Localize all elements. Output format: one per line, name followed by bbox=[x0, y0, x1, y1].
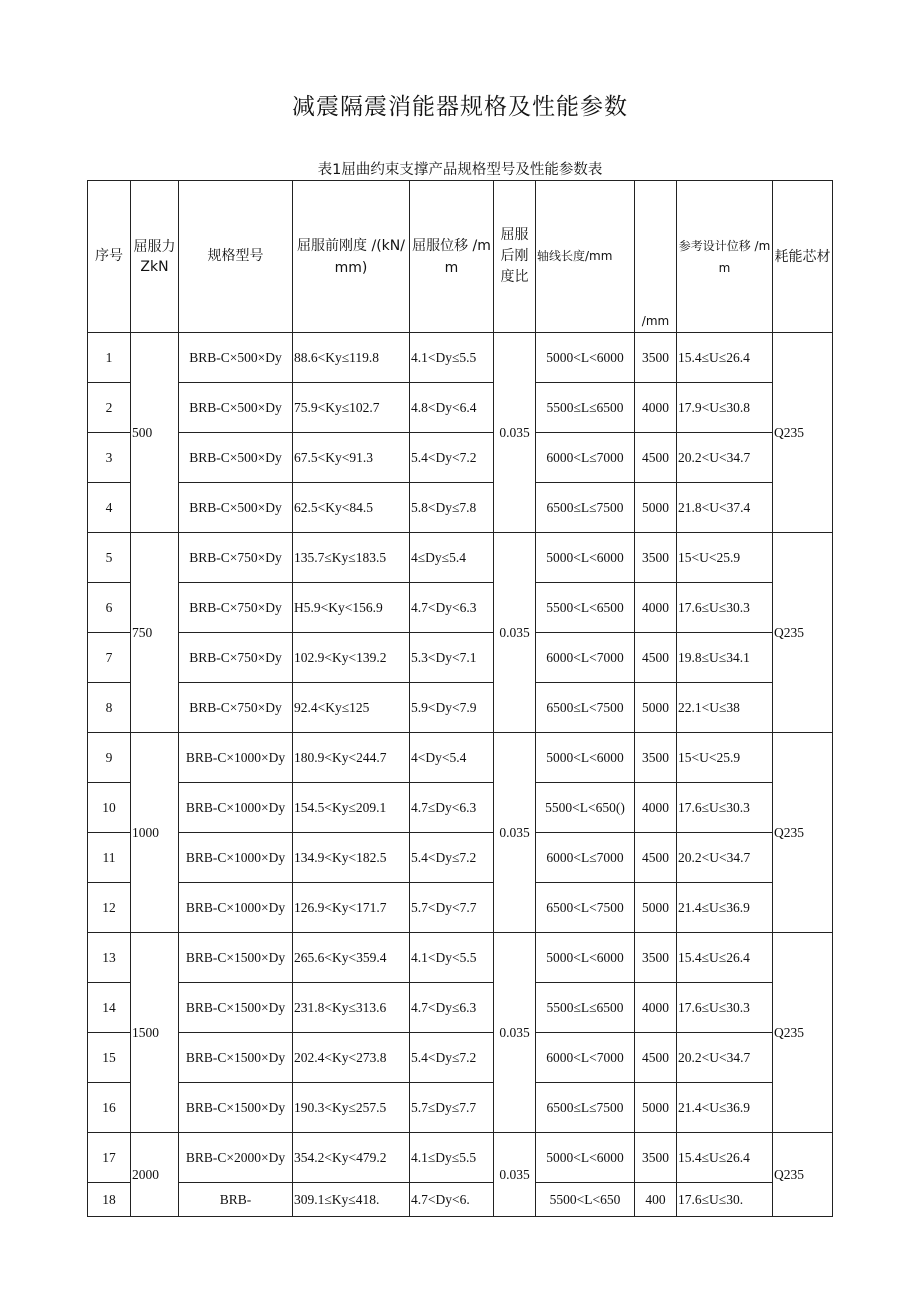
axis-length-cell: 5500<L<650() bbox=[536, 783, 635, 833]
ref-disp-cell: 17.6≤U≤30. bbox=[677, 1183, 773, 1217]
ref-disp-cell: 17.6≤U≤30.3 bbox=[677, 783, 773, 833]
length-mm-cell: 400 bbox=[635, 1183, 677, 1217]
yield-disp-cell: 4.1≤Dy≤5.5 bbox=[410, 1133, 494, 1183]
table-row bbox=[88, 683, 833, 733]
model-cell: BRB- bbox=[179, 1183, 293, 1217]
length-mm-cell: 3500 bbox=[635, 1133, 677, 1183]
axis-length-cell: 6500≤L<7500 bbox=[536, 683, 635, 733]
core-cell: Q235 bbox=[773, 1133, 833, 1217]
post-ratio-cell: 0.035 bbox=[494, 1133, 536, 1217]
length-mm-cell: 4000 bbox=[635, 983, 677, 1033]
header-post-ratio: 屈服后刚度比 bbox=[494, 181, 536, 333]
core-cell: Q235 bbox=[773, 933, 833, 1133]
header-yield-disp: 屈服位移 /mm bbox=[410, 181, 494, 333]
ref-disp-cell: 15.4≤U≤26.4 bbox=[677, 333, 773, 383]
table-row bbox=[88, 533, 833, 583]
row-number: 12 bbox=[88, 883, 131, 933]
axis-length-cell: 6000<L≤7000 bbox=[536, 433, 635, 483]
axis-length-cell: 5500≤L≤6500 bbox=[536, 983, 635, 1033]
ref-disp-cell: 19.8≤U≤34.1 bbox=[677, 633, 773, 683]
yield-force-cell: 1500 bbox=[131, 933, 179, 1133]
header-no: 序号 bbox=[88, 181, 131, 333]
model-cell: BRB-C×500×Dy bbox=[179, 383, 293, 433]
axis-length-cell: 6500≤L≤7500 bbox=[536, 483, 635, 533]
page-title: 减震隔震消能器规格及性能参数 bbox=[292, 94, 628, 120]
header-blank-unit: /mm bbox=[635, 181, 677, 333]
pre-stiffness-cell: 180.9<Ky<244.7 bbox=[293, 733, 410, 783]
pre-stiffness-cell: 309.1≤Ky≤418. bbox=[293, 1183, 410, 1217]
header-core: 耗能芯材 bbox=[773, 181, 833, 333]
post-ratio-cell: 0.035 bbox=[494, 533, 536, 733]
pre-stiffness-cell: 135.7≤Ky≤183.5 bbox=[293, 533, 410, 583]
row-number: 13 bbox=[88, 933, 131, 983]
row-number: 6 bbox=[88, 583, 131, 633]
pre-stiffness-cell: 354.2<Ky<479.2 bbox=[293, 1133, 410, 1183]
header-pre-stiffness: 屈服前刚度 /(kN/mm) bbox=[293, 181, 410, 333]
pre-stiffness-cell: 92.4<Ky≤125 bbox=[293, 683, 410, 733]
axis-length-cell: 6500<L<7500 bbox=[536, 883, 635, 933]
yield-disp-cell: 4.7<Dy≤6.3 bbox=[410, 983, 494, 1033]
ref-disp-cell: 20.2<U<34.7 bbox=[677, 433, 773, 483]
row-number: 10 bbox=[88, 783, 131, 833]
yield-disp-cell: 4.8<Dy<6.4 bbox=[410, 383, 494, 433]
yield-disp-cell: 5.4<Dy<7.2 bbox=[410, 433, 494, 483]
ref-disp-cell: 21.4≤U≤36.9 bbox=[677, 883, 773, 933]
yield-disp-cell: 4.7<Dy<6. bbox=[410, 1183, 494, 1217]
pre-stiffness-cell: 126.9<Ky<171.7 bbox=[293, 883, 410, 933]
model-cell: BRB-C×1000×Dy bbox=[179, 733, 293, 783]
ref-disp-cell: 15<U<25.9 bbox=[677, 733, 773, 783]
row-number: 9 bbox=[88, 733, 131, 783]
row-number: 3 bbox=[88, 433, 131, 483]
row-number: 2 bbox=[88, 383, 131, 433]
table-row bbox=[88, 633, 833, 683]
model-cell: BRB-C×1500×Dy bbox=[179, 1033, 293, 1083]
yield-force-cell: 2000 bbox=[131, 1133, 179, 1217]
axis-length-cell: 5000<L<6000 bbox=[536, 533, 635, 583]
model-cell: BRB-C×1500×Dy bbox=[179, 1083, 293, 1133]
yield-disp-cell: 4≤Dy≤5.4 bbox=[410, 533, 494, 583]
length-mm-cell: 3500 bbox=[635, 733, 677, 783]
table-row bbox=[88, 483, 833, 533]
row-number: 16 bbox=[88, 1083, 131, 1133]
model-cell: BRB-C×1500×Dy bbox=[179, 983, 293, 1033]
length-mm-cell: 5000 bbox=[635, 883, 677, 933]
axis-length-cell: 5500<L<650 bbox=[536, 1183, 635, 1217]
row-number: 1 bbox=[88, 333, 131, 383]
yield-disp-cell: 5.7≤Dy≤7.7 bbox=[410, 1083, 494, 1133]
axis-length-cell: 5000<L<6000 bbox=[536, 1133, 635, 1183]
table-row bbox=[88, 1033, 833, 1083]
length-mm-cell: 4000 bbox=[635, 583, 677, 633]
length-mm-cell: 4500 bbox=[635, 833, 677, 883]
length-mm-cell: 4500 bbox=[635, 433, 677, 483]
core-cell: Q235 bbox=[773, 733, 833, 933]
post-ratio-cell: 0.035 bbox=[494, 733, 536, 933]
table-row bbox=[88, 1133, 833, 1183]
length-mm-cell: 4000 bbox=[635, 783, 677, 833]
model-cell: BRB-C×500×Dy bbox=[179, 333, 293, 383]
model-cell: BRB-C×750×Dy bbox=[179, 633, 293, 683]
table-row bbox=[88, 433, 833, 483]
axis-length-cell: 6000<L<7000 bbox=[536, 633, 635, 683]
pre-stiffness-cell: 190.3<Ky≤257.5 bbox=[293, 1083, 410, 1133]
yield-disp-cell: 5.9<Dy<7.9 bbox=[410, 683, 494, 733]
ref-disp-cell: 21.8<U<37.4 bbox=[677, 483, 773, 533]
model-cell: BRB-C×2000×Dy bbox=[179, 1133, 293, 1183]
pre-stiffness-cell: 134.9<Ky<182.5 bbox=[293, 833, 410, 883]
post-ratio-cell: 0.035 bbox=[494, 333, 536, 533]
yield-disp-cell: 4.1<Dy<5.5 bbox=[410, 933, 494, 983]
length-mm-cell: 4500 bbox=[635, 1033, 677, 1083]
axis-length-cell: 5500<L<6500 bbox=[536, 583, 635, 633]
table-row bbox=[88, 333, 833, 383]
table-row bbox=[88, 583, 833, 633]
pre-stiffness-cell: 231.8<Ky≤313.6 bbox=[293, 983, 410, 1033]
axis-length-cell: 5000<L<6000 bbox=[536, 933, 635, 983]
row-number: 11 bbox=[88, 833, 131, 883]
axis-length-cell: 5500≤L≤6500 bbox=[536, 383, 635, 433]
ref-disp-cell: 15.4≤U≤26.4 bbox=[677, 1133, 773, 1183]
row-number: 17 bbox=[88, 1133, 131, 1183]
ref-disp-cell: 17.9<U≤30.8 bbox=[677, 383, 773, 433]
table-row bbox=[88, 383, 833, 433]
pre-stiffness-cell: 62.5<Ky<84.5 bbox=[293, 483, 410, 533]
model-cell: BRB-C×750×Dy bbox=[179, 683, 293, 733]
row-number: 7 bbox=[88, 633, 131, 683]
model-cell: BRB-C×1500×Dy bbox=[179, 933, 293, 983]
ref-disp-cell: 17.6≤U≤30.3 bbox=[677, 583, 773, 633]
header-model: 规格型号 bbox=[179, 181, 293, 333]
pre-stiffness-cell: 265.6<Ky<359.4 bbox=[293, 933, 410, 983]
row-number: 18 bbox=[88, 1183, 131, 1217]
table-caption: 表1屈曲约束支撑产品规格型号及性能参数表 bbox=[317, 162, 603, 178]
axis-length-cell: 5000<L<6000 bbox=[536, 733, 635, 783]
ref-disp-cell: 20.2<U<34.7 bbox=[677, 1033, 773, 1083]
ref-disp-cell: 21.4<U≤36.9 bbox=[677, 1083, 773, 1133]
pre-stiffness-cell: 154.5<Ky≤209.1 bbox=[293, 783, 410, 833]
yield-disp-cell: 5.8<Dy≤7.8 bbox=[410, 483, 494, 533]
table-row bbox=[88, 733, 833, 783]
row-number: 5 bbox=[88, 533, 131, 583]
row-number: 8 bbox=[88, 683, 131, 733]
model-cell: BRB-C×1000×Dy bbox=[179, 833, 293, 883]
yield-disp-cell: 4.1<Dy≤5.5 bbox=[410, 333, 494, 383]
yield-force-cell: 750 bbox=[131, 533, 179, 733]
length-mm-cell: 3500 bbox=[635, 333, 677, 383]
row-number: 4 bbox=[88, 483, 131, 533]
axis-length-cell: 5000<L<6000 bbox=[536, 333, 635, 383]
header-axis-length: 轴线长度/mm bbox=[536, 181, 635, 333]
yield-disp-cell: 5.4<Dy≤7.2 bbox=[410, 1033, 494, 1083]
length-mm-cell: 3500 bbox=[635, 533, 677, 583]
length-mm-cell: 4000 bbox=[635, 383, 677, 433]
length-mm-cell: 5000 bbox=[635, 683, 677, 733]
model-cell: BRB-C×750×Dy bbox=[179, 583, 293, 633]
model-cell: BRB-C×500×Dy bbox=[179, 483, 293, 533]
row-number: 14 bbox=[88, 983, 131, 1033]
yield-disp-cell: 4<Dy<5.4 bbox=[410, 733, 494, 783]
post-ratio-cell: 0.035 bbox=[494, 933, 536, 1133]
table-row bbox=[88, 1083, 833, 1133]
core-cell: Q235 bbox=[773, 333, 833, 533]
ref-disp-cell: 17.6≤U≤30.3 bbox=[677, 983, 773, 1033]
axis-length-cell: 6000<L≤7000 bbox=[536, 833, 635, 883]
pre-stiffness-cell: 75.9<Ky≤102.7 bbox=[293, 383, 410, 433]
ref-disp-cell: 20.2<U<34.7 bbox=[677, 833, 773, 883]
model-cell: BRB-C×1000×Dy bbox=[179, 883, 293, 933]
pre-stiffness-cell: 102.9<Ky<139.2 bbox=[293, 633, 410, 683]
yield-disp-cell: 5.4<Dy≤7.2 bbox=[410, 833, 494, 883]
ref-disp-cell: 22.1<U≤38 bbox=[677, 683, 773, 733]
yield-disp-cell: 5.3<Dy<7.1 bbox=[410, 633, 494, 683]
table-row bbox=[88, 933, 833, 983]
table-row bbox=[88, 1183, 833, 1217]
axis-length-cell: 6000<L<7000 bbox=[536, 1033, 635, 1083]
pre-stiffness-cell: 202.4<Ky<273.8 bbox=[293, 1033, 410, 1083]
table-row bbox=[88, 883, 833, 933]
row-number: 15 bbox=[88, 1033, 131, 1083]
length-mm-cell: 3500 bbox=[635, 933, 677, 983]
length-mm-cell: 5000 bbox=[635, 1083, 677, 1133]
header-yield-force: 屈服力 ZkN bbox=[131, 181, 179, 333]
ref-disp-cell: 15<U<25.9 bbox=[677, 533, 773, 583]
pre-stiffness-cell: H5.9<Ky<156.9 bbox=[293, 583, 410, 633]
yield-disp-cell: 4.7≤Dy<6.3 bbox=[410, 783, 494, 833]
model-cell: BRB-C×1000×Dy bbox=[179, 783, 293, 833]
length-mm-cell: 5000 bbox=[635, 483, 677, 533]
model-cell: BRB-C×500×Dy bbox=[179, 433, 293, 483]
length-mm-cell: 4500 bbox=[635, 633, 677, 683]
yield-disp-cell: 5.7<Dy<7.7 bbox=[410, 883, 494, 933]
table-row bbox=[88, 833, 833, 883]
pre-stiffness-cell: 88.6<Ky≤119.8 bbox=[293, 333, 410, 383]
table-row bbox=[88, 783, 833, 833]
axis-length-cell: 6500≤L≤7500 bbox=[536, 1083, 635, 1133]
model-cell: BRB-C×750×Dy bbox=[179, 533, 293, 583]
header-ref-disp: 参考设计位移 /mm bbox=[677, 181, 773, 333]
pre-stiffness-cell: 67.5<Ky<91.3 bbox=[293, 433, 410, 483]
core-cell: Q235 bbox=[773, 533, 833, 733]
ref-disp-cell: 15.4≤U≤26.4 bbox=[677, 933, 773, 983]
yield-force-cell: 500 bbox=[131, 333, 179, 533]
yield-force-cell: 1000 bbox=[131, 733, 179, 933]
brb-spec-table bbox=[87, 180, 833, 1217]
yield-disp-cell: 4.7<Dy<6.3 bbox=[410, 583, 494, 633]
header-row bbox=[88, 181, 833, 333]
table-row bbox=[88, 983, 833, 1033]
